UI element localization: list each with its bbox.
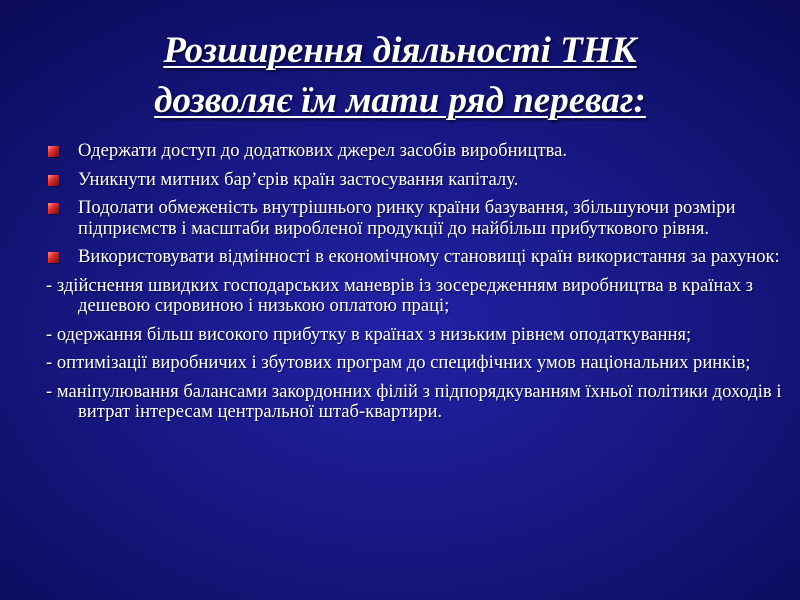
dash-item: - маніпулювання балансами закордонних філій з підпорядкуванням їхньої політики доходів і витрат інтересам центральної штаб-квартири. <box>46 380 782 422</box>
dash-item: - одержання більш високого прибутку в країнах з низьким рівнем оподаткування; <box>46 323 692 345</box>
slide-title-line-1: Розширення діяльності ТНК <box>163 30 637 71</box>
bullet-text: Уникнути митних бар’єрів країн застосування капіталу. <box>78 168 519 190</box>
slide-body <box>46 141 786 431</box>
dash-item: - здійснення швидких господарських маневрів із зосередженням виробництва в країнах з дешевою сировиною і низькою оплатою праці; <box>46 274 753 316</box>
slide-title-line-2: дозволяє їм мати ряд переваг: <box>154 80 646 121</box>
slide-title <box>40 26 760 126</box>
bullet-text: Використовувати відмінності в економічному становищі країн використання за рахунок: <box>78 246 780 267</box>
bullet-text: Подолати обмеженість внутрішнього ринку країни базування, збільшуючи розміри підприємств і масштаби виробленої продукції до найбільш прибуткового рівня. <box>78 197 736 239</box>
square-bullet-icon <box>48 252 59 263</box>
bullet-text: Одержати доступ до додаткових джерел засобів виробництва. <box>78 140 568 161</box>
bullet-item <box>46 198 786 239</box>
dash-item: - оптимізації виробничих і збутових програм до специфічних умов національних ринків; <box>46 352 751 373</box>
bullet-item <box>46 141 786 162</box>
bullet-item <box>46 247 786 268</box>
bullet-item <box>46 170 786 191</box>
square-bullet-icon <box>48 146 59 157</box>
square-bullet-icon <box>48 203 59 214</box>
square-bullet-icon <box>48 175 59 186</box>
